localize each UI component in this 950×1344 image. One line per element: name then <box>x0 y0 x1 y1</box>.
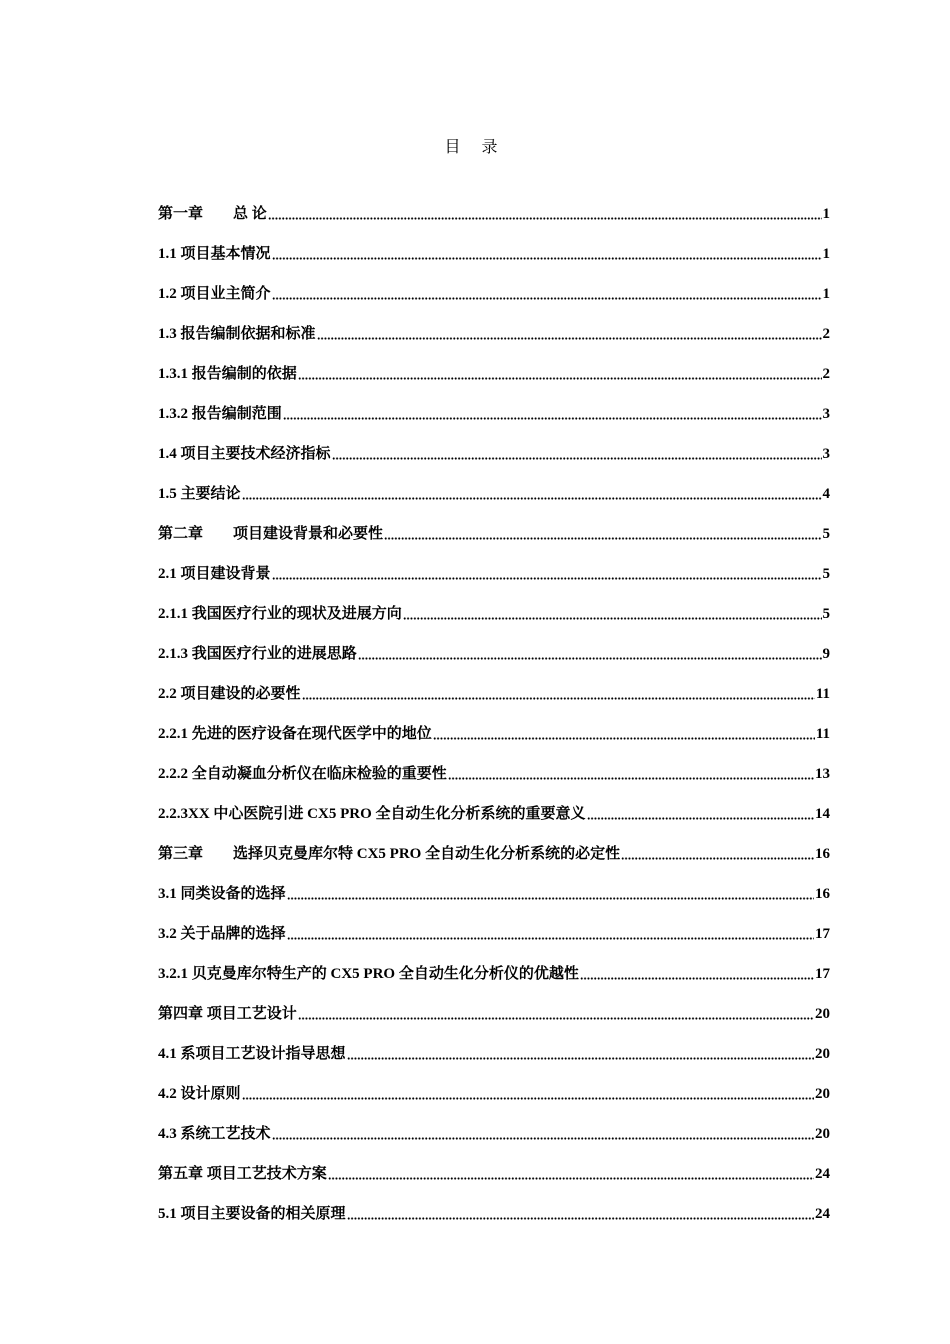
toc-entry-label: 第二章 项目建设背景和必要性 <box>158 526 384 542</box>
dot-leader <box>272 566 822 580</box>
dot-leader <box>448 766 814 780</box>
toc-entry-page-number: 9 <box>822 646 830 662</box>
toc-entry-label: 1.3.2 报告编制范围 <box>158 406 282 422</box>
toc-entry-page-number: 5 <box>822 566 830 582</box>
toc-entry-label: 1.1 项目基本情况 <box>158 246 271 262</box>
toc-entry-label: 4.3 系统工艺技术 <box>158 1126 271 1142</box>
toc-entry-label: 2.2.1 先进的医疗设备在现代医学中的地位 <box>158 726 432 742</box>
toc-entry-label: 第三章 选择贝克曼库尔特 CX5 PRO 全自动生化分析系统的必定性 <box>158 846 621 862</box>
dot-leader <box>272 246 822 260</box>
toc-entry-label: 第五章 项目工艺技术方案 <box>158 1166 327 1182</box>
dot-leader <box>621 846 814 860</box>
toc-entry-page-number: 17 <box>815 966 830 982</box>
toc-entry-label: 4.1 系项目工艺设计指导思想 <box>158 1046 346 1062</box>
toc-entry-label: 2.1.1 我国医疗行业的现状及进展方向 <box>158 606 402 622</box>
dot-leader <box>332 446 822 460</box>
dot-leader <box>242 1086 814 1100</box>
toc-entry[interactable] <box>158 1064 830 1104</box>
toc-entry[interactable] <box>158 384 830 424</box>
dot-leader <box>302 686 815 700</box>
toc-entry-page-number: 24 <box>815 1206 830 1222</box>
toc-entry-page-number: 16 <box>815 846 830 862</box>
toc-entry-page-number: 5 <box>822 526 830 542</box>
dot-leader <box>347 1206 814 1220</box>
toc-entry-page-number: 3 <box>822 446 830 462</box>
toc-entry-page-number: 2 <box>822 326 830 342</box>
toc-entry[interactable] <box>158 1024 830 1064</box>
toc-entry-label: 3.1 同类设备的选择 <box>158 886 286 902</box>
toc-entry-label: 第四章 项目工艺设计 <box>158 1006 297 1022</box>
dot-leader <box>580 966 814 980</box>
dot-leader <box>317 326 822 340</box>
toc-entry[interactable] <box>158 824 830 864</box>
toc-entry-label: 1.3 报告编制依据和标准 <box>158 326 316 342</box>
toc-entry[interactable] <box>158 464 830 504</box>
table-of-contents <box>158 184 830 1224</box>
dot-leader <box>384 526 821 540</box>
dot-leader <box>287 926 814 940</box>
toc-entry-label: 第一章 总 论 <box>158 206 267 222</box>
dot-leader <box>287 886 814 900</box>
toc-entry[interactable] <box>158 264 830 304</box>
toc-entry[interactable] <box>158 744 830 784</box>
dot-leader <box>433 726 815 740</box>
toc-entry-page-number: 11 <box>815 726 830 742</box>
toc-title: 目 录 <box>444 137 506 156</box>
toc-entry-label: 5.1 项目主要设备的相关原理 <box>158 1206 346 1222</box>
toc-entry[interactable] <box>158 1144 830 1184</box>
dot-leader <box>403 606 822 620</box>
dot-leader <box>328 1166 814 1180</box>
toc-entry-label: 1.5 主要结论 <box>158 486 241 502</box>
toc-entry-page-number: 5 <box>822 606 830 622</box>
dot-leader <box>298 1006 814 1020</box>
toc-entry-page-number: 20 <box>815 1046 830 1062</box>
toc-entry[interactable] <box>158 664 830 704</box>
toc-entry[interactable] <box>158 944 830 984</box>
toc-entry-page-number: 4 <box>822 486 830 502</box>
toc-entry[interactable] <box>158 504 830 544</box>
toc-entry-page-number: 1 <box>822 286 830 302</box>
toc-entry-label: 2.2.2 全自动凝血分析仪在临床检验的重要性 <box>158 766 447 782</box>
toc-entry[interactable] <box>158 864 830 904</box>
dot-leader <box>298 366 822 380</box>
toc-entry-page-number: 14 <box>815 806 830 822</box>
dot-leader <box>268 206 822 220</box>
dot-leader <box>272 1126 814 1140</box>
toc-entry[interactable] <box>158 304 830 344</box>
toc-entry-label: 2.2.3XX 中心医院引进 CX5 PRO 全自动生化分析系统的重要意义 <box>158 806 586 822</box>
toc-entry[interactable] <box>158 424 830 464</box>
toc-entry-page-number: 24 <box>815 1166 830 1182</box>
toc-entry[interactable] <box>158 184 830 224</box>
toc-entry[interactable] <box>158 1104 830 1144</box>
toc-entry-page-number: 3 <box>822 406 830 422</box>
toc-entry-page-number: 1 <box>822 246 830 262</box>
toc-entry-page-number: 17 <box>815 926 830 942</box>
toc-entry-label: 1.3.1 报告编制的依据 <box>158 366 297 382</box>
toc-entry-page-number: 20 <box>815 1006 830 1022</box>
toc-entry-label: 4.2 设计原则 <box>158 1086 241 1102</box>
toc-entry[interactable] <box>158 984 830 1024</box>
toc-entry-page-number: 2 <box>822 366 830 382</box>
toc-entry-label: 2.1 项目建设背景 <box>158 566 271 582</box>
toc-entry[interactable] <box>158 224 830 264</box>
dot-leader <box>587 806 815 820</box>
toc-entry[interactable] <box>158 624 830 664</box>
toc-entry[interactable] <box>158 544 830 584</box>
toc-entry[interactable] <box>158 904 830 944</box>
toc-entry-page-number: 1 <box>822 206 830 222</box>
toc-entry-label: 2.2 项目建设的必要性 <box>158 686 301 702</box>
dot-leader <box>272 286 822 300</box>
toc-entry-page-number: 20 <box>815 1126 830 1142</box>
dot-leader <box>347 1046 814 1060</box>
toc-entry-label: 3.2.1 贝克曼库尔特生产的 CX5 PRO 全自动生化分析仪的优越性 <box>158 966 579 982</box>
toc-entry-label: 1.2 项目业主简介 <box>158 286 271 302</box>
toc-entry[interactable] <box>158 344 830 384</box>
toc-entry-label: 3.2 关于品牌的选择 <box>158 926 286 942</box>
toc-entry-page-number: 16 <box>815 886 830 902</box>
toc-entry[interactable] <box>158 704 830 744</box>
toc-entry-page-number: 13 <box>815 766 830 782</box>
toc-entry-page-number: 11 <box>815 686 830 702</box>
dot-leader <box>358 646 822 660</box>
toc-entry[interactable] <box>158 1184 830 1224</box>
toc-entry-label: 1.4 项目主要技术经济指标 <box>158 446 331 462</box>
dot-leader <box>242 486 822 500</box>
toc-entry[interactable] <box>158 784 830 824</box>
toc-entry[interactable] <box>158 584 830 624</box>
toc-entry-page-number: 20 <box>815 1086 830 1102</box>
toc-entry-label: 2.1.3 我国医疗行业的进展思路 <box>158 646 357 662</box>
dot-leader <box>283 406 822 420</box>
